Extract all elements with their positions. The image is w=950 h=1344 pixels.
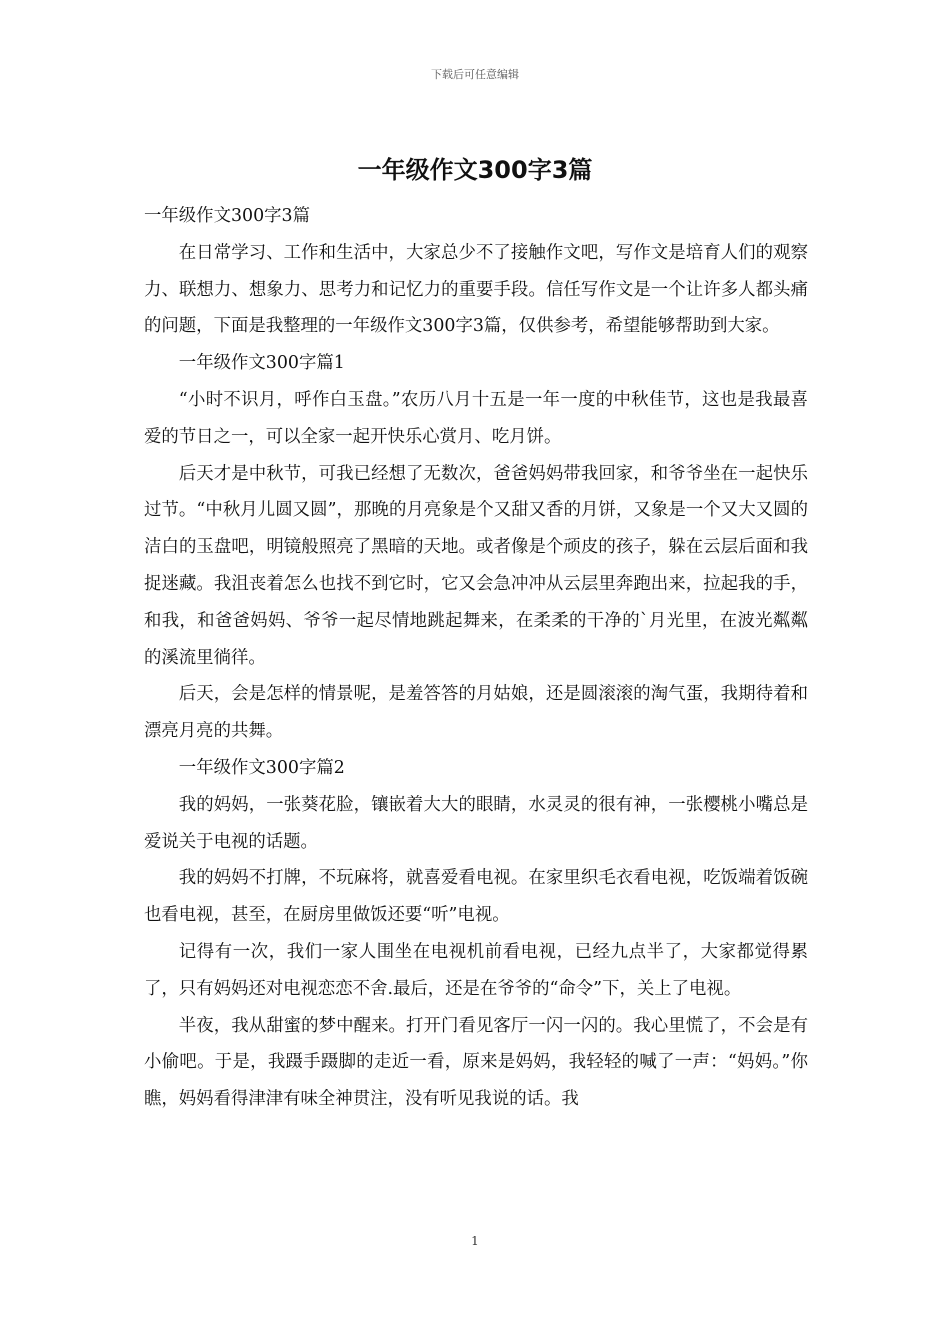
paragraph: 半夜，我从甜蜜的梦中醒来。打开门看见客厅一闪一闪的。我心里慌了，不会是有小偷吧。于是，我蹑手蹑脚的走近一看，原来是妈妈，我轻轻的喊了一声：“妈妈。”你瞧，妈妈看得津津有味全神贯注，没有听见我说的话。我 — [144, 1015, 808, 1110]
paragraph-subtitle: 一年级作文300字3篇 — [144, 206, 310, 226]
paragraph: 后天才是中秋节，可我已经想了无数次，爸爸妈妈带我回家，和爷爷坐在一起快乐过节。“中秋月儿圆又圆”，那晚的月亮象是个又甜又香的月饼，又象是一个又大又圆的洁白的玉盘吧，明镜般照亮了黑暗的天地。或者像是个顽皮的孩子，躲在云层后面和我捉迷藏。我沮丧着怎么也找不到它时，它又会急冲冲从云层里奔跑出来，拉起我的手，和我，和爸爸妈妈、爷爷一起尽情地跳起舞来，在柔柔的干净的`月光里，在波光粼粼的溪流里徜徉。 — [144, 463, 808, 668]
paragraph: 记得有一次，我们一家人围坐在电视机前看电视，已经九点半了，大家都觉得累了，只有妈妈还对电视恋恋不舍.最后，还是在爷爷的“命令”下，关上了电视。 — [144, 941, 808, 999]
section-heading-essay-2: 一年级作文300字篇2 — [178, 757, 345, 778]
paragraph: “小时不识月，呼作白玉盘。”农历八月十五是一年一度的中秋佳节，这也是我最喜爱的节日之一，可以全家一起开快乐心赏月、吃月饼。 — [144, 389, 808, 447]
document-title: 一年级作文300字3篇 — [357, 156, 593, 184]
section-heading-essay-1: 一年级作文300字篇1 — [178, 353, 345, 374]
document-body — [144, 198, 808, 1118]
page-number: 1 — [471, 1234, 479, 1248]
paragraph: 后天，会是怎样的情景呢，是羞答答的月姑娘，还是圆滚滚的淘气蛋，我期待着和漂亮月亮的共舞。 — [144, 684, 808, 742]
paragraph: 我的妈妈不打牌，不玩麻将，就喜爱看电视。在家里织毛衣看电视，吃饭端着饭碗也看电视，甚至，在厨房里做饭还要“听”电视。 — [144, 868, 808, 926]
paragraph-intro: 在日常学习、工作和生活中，大家总少不了接触作文吧，写作文是培育人们的观察力、联想力、想象力、思考力和记忆力的重要手段。信任写作文是一个让许多人都头痛的问题，下面是我整理的一年级作文300字3篇，仅供参考，希望能够帮助到大家。 — [144, 242, 808, 337]
page-header-note: 下载后可任意编辑 — [431, 68, 519, 81]
paragraph: 我的妈妈，一张葵花脸，镶嵌着大大的眼睛，水灵灵的很有神，一张樱桃小嘴总是爱说关于电视的话题。 — [144, 794, 808, 852]
